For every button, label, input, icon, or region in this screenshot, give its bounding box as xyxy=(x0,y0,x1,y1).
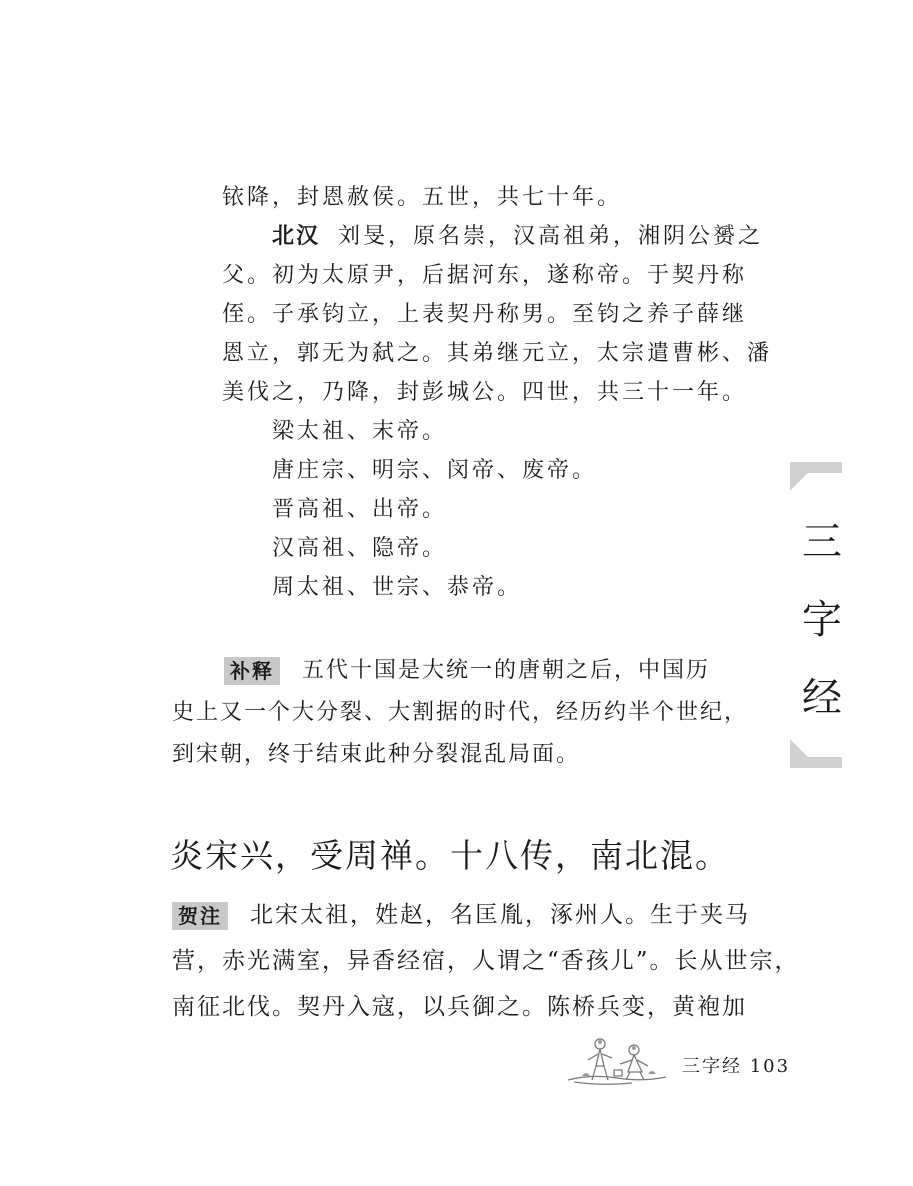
emperor-list-item: 梁太祖、末帝。 xyxy=(272,419,448,444)
supplement-line: 史上又一个大分裂、大割据的时代，经历约半个世纪， xyxy=(172,700,749,725)
side-tab xyxy=(790,462,842,768)
footer-book-title: 三字经 xyxy=(682,1056,742,1077)
footer-label xyxy=(682,1052,790,1078)
beihan-term: 北汉 xyxy=(272,224,321,249)
commentary-line: 美伐之，乃降，封彭城公。四世，共三十一年。 xyxy=(222,380,748,405)
page-footer xyxy=(562,1030,802,1090)
bracket-bottom-icon xyxy=(790,739,842,763)
he-note-text: 北宋太祖，姓赵，名匡胤，涿州人。生于夹马 xyxy=(250,902,750,928)
commentary-block xyxy=(222,178,773,607)
commentary-line: 铱降，封恩赦侯。五世，共七十年。 xyxy=(222,185,623,210)
emperor-list-item: 晋高祖、出帝。 xyxy=(272,497,448,522)
commentary-line: 恩立，郭无为弑之。其弟继元立，太宗遣曹彬、潘 xyxy=(222,341,773,366)
supplement-text: 五代十国是大统一的唐朝之后，中国历 xyxy=(302,658,711,683)
he-note-block xyxy=(172,892,800,1030)
emperor-list-item: 周太祖、世宗、恭帝。 xyxy=(272,575,523,600)
emperor-list-item: 汉高祖、隐帝。 xyxy=(272,536,448,561)
beihan-entry xyxy=(222,217,762,256)
supplement-line: 到宋朝，终于结束此种分裂混乱局面。 xyxy=(172,742,581,767)
supplement-line xyxy=(172,650,772,692)
beihan-text: 刘旻，原名崇，汉高祖弟，湘阴公赟之 xyxy=(338,224,764,249)
verse-heading: 炎宋兴，受周禅。十八传，南北混。 xyxy=(170,836,730,875)
he-note-line xyxy=(172,892,772,938)
side-tab-char: 经 xyxy=(802,675,842,721)
commentary-line: 父。初为太原尹，后据河东，遂称帝。于契丹称 xyxy=(222,263,748,288)
side-tab-bottom-bar xyxy=(790,763,842,768)
supplement-block xyxy=(172,650,772,776)
page-number: 103 xyxy=(749,1056,791,1077)
side-tab-char: 字 xyxy=(802,597,842,643)
supplement-tag: 补释 xyxy=(224,657,280,685)
scholars-illustration-icon xyxy=(562,1030,672,1088)
he-note-tag: 贺注 xyxy=(172,902,228,930)
bracket-top-icon xyxy=(790,467,842,491)
he-note-line: 营，赤光满室，异香经宿，人谓之“香孩儿”。长从世宗， xyxy=(172,948,800,974)
emperor-list-item: 唐庄宗、明宗、闵帝、废帝。 xyxy=(272,458,598,483)
side-tab-char: 三 xyxy=(802,519,842,565)
he-note-line: 南征北伐。契丹入寇，以兵御之。陈桥兵变，黄袍加 xyxy=(172,994,747,1020)
commentary-line: 侄。子承钧立，上表契丹称男。至钧之养子薛继 xyxy=(222,302,748,327)
